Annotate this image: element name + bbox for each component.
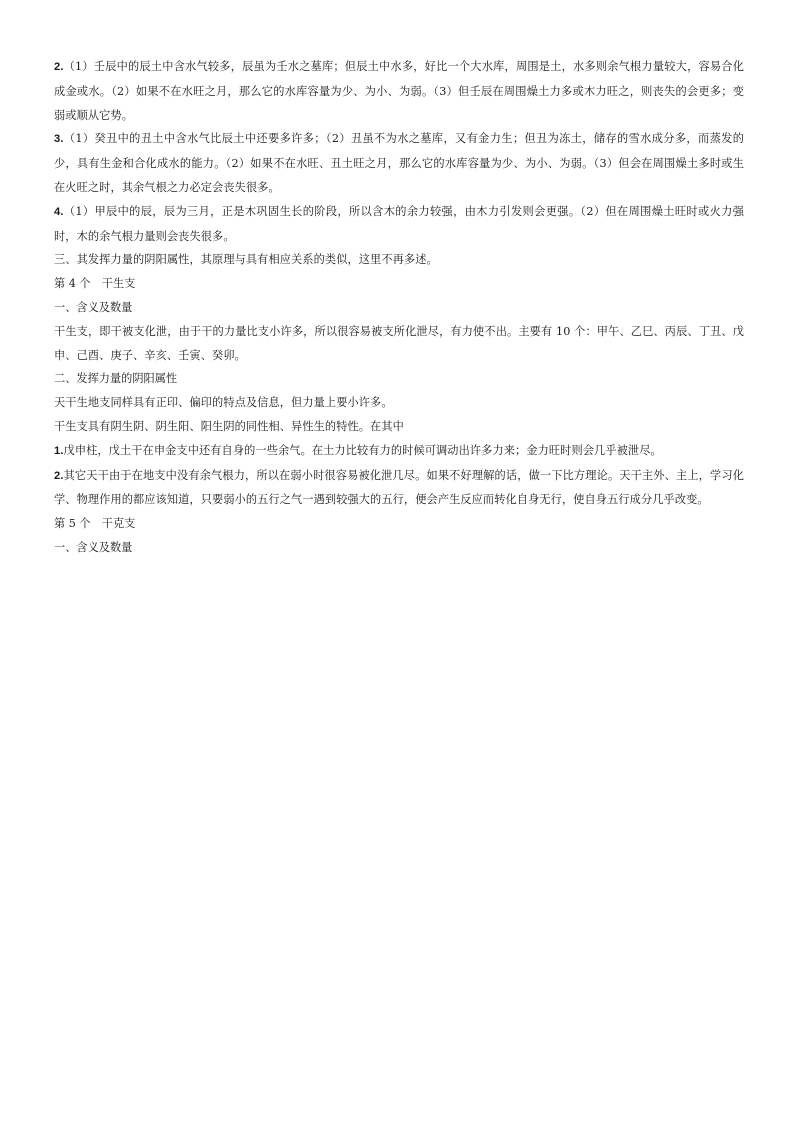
paragraph-3-guichou <box>54 127 744 199</box>
item-number: 2. <box>54 61 64 73</box>
document-body <box>54 55 744 560</box>
paragraph-text: 干生支具有阴生阴、阴生阳、阳生阴的同性相、异性生的特性。在其中 <box>54 419 404 433</box>
paragraph-text: （1）壬辰中的辰土中含水气较多，辰虽为壬水之墓库；但辰土中水多，好比一个大水库，周围是土，水多则余气根力量较大，容易合化成金或水。（2）如果不在水旺之月，那么它的水库容量为少、为小、为弱。（3）但壬辰在周围燥土力多或木力旺之，则丧失的会更多；变弱或顺从它势。 <box>54 60 744 122</box>
item-number: 1. <box>54 444 64 457</box>
paragraph-text: 天干生地支同样具有正印、偏印的特点及信息，但力量上要小许多。 <box>54 396 393 410</box>
section-heading-meaning-2: 一、含义及数量 <box>54 540 133 554</box>
paragraph-text: 三、其发挥力量的阴阳属性，其原理与具有相应关系的类似，这里不再多述。 <box>54 253 438 267</box>
item-number: 4. <box>54 205 64 218</box>
section-heading-meaning: 一、含义及数量 <box>54 300 133 314</box>
paragraph-text: 戊申柱，戊土干在申金支中还有自身的一些余气。在土力比较有力的时候可调动出许多力来；金力旺时则会几乎被泄尽。 <box>63 443 662 457</box>
paragraph-text: （1）癸丑中的丑土中含水气比辰土中还要多许多；（2）丑虽不为水之墓库，又有金力生；但丑为冻土，储存的雪水成分多，而蒸发的少，具有生金和合化成水的能力。（2）如果不在水旺、丑土旺之月，那么它的水库容量为少、为小、为弱。（3）但会在周围燥土多时或生在火旺之时，其余气根之力必定会丧失很多。 <box>54 132 744 194</box>
item-number: 2. <box>54 469 64 482</box>
paragraph-2-other-stems <box>54 464 744 513</box>
paragraph-property <box>54 415 744 439</box>
paragraph-text: 其它天干由于在地支中没有余气根力，所以在弱小时很容易被化泄几尽。如果不好理解的话，做一下比方理论。天干主外、主上，学习化学、物理作用的都应该知道，只要弱小的五行之气一遇到较强大的五行，便会产生反应而转化自身无行，使自身五行成分几乎改变。 <box>54 468 744 507</box>
paragraph-gan-sheng-zhi <box>54 320 744 368</box>
item-number: 3. <box>54 133 64 146</box>
chapter-heading-5: 第 5 个 干克支 <box>54 517 136 531</box>
paragraph-text: 干生支，即干被支化泄，由于干的力量比支小许多，所以很容易被支所化泄尽，有力使不出。主要有 10 个：甲午、乙巳、丙辰、丁丑、戊申、己酉、庚子、辛亥、壬寅、癸卯。 <box>54 324 744 362</box>
paragraph-4-jiachen <box>54 200 744 249</box>
section-3-yinyang-note <box>54 248 744 272</box>
paragraph-1-wushen <box>54 439 744 464</box>
paragraph-text: （1）甲辰中的辰，辰为三月，正是木巩固生长的阶段，所以含木的余力较强，由木力引发则会更强。（2）但在周围燥土旺时或火力强时，木的余气根力量则会丧失很多。 <box>54 204 744 243</box>
chapter-heading-4: 第 4 个 干生支 <box>54 277 136 291</box>
section-heading-yinyang: 二、发挥力量的阴阳属性 <box>54 372 178 386</box>
paragraph-2-renchen <box>54 55 744 127</box>
paragraph-yin-note <box>54 391 744 415</box>
